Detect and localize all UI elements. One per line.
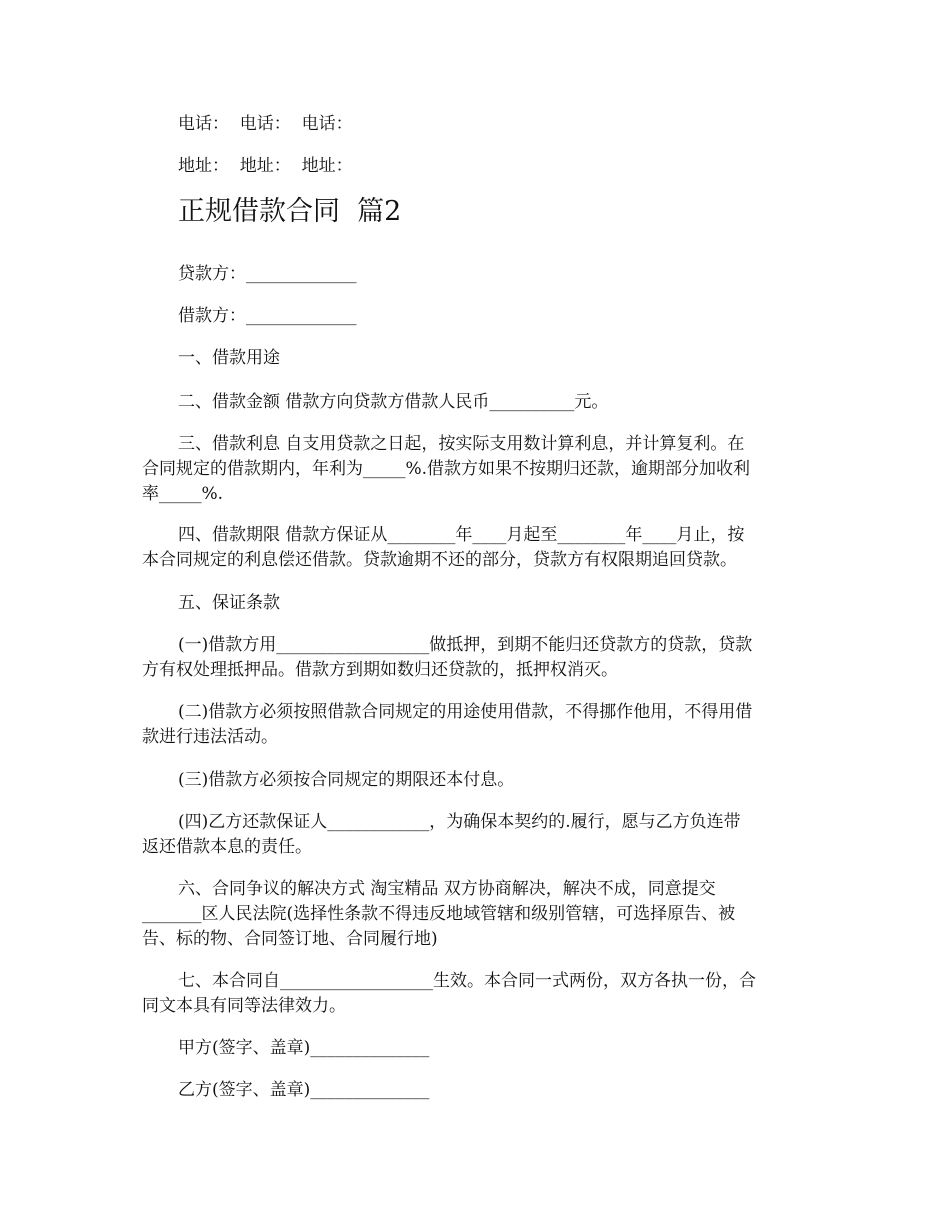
clause-effect-line-1: 七、本合同自__________________生效。本合同一式两份，双方各执一份，合 bbox=[178, 971, 756, 991]
guarantee-2-line-2: 款进行违法活动。 bbox=[142, 727, 278, 747]
address-line: 地址： 地址： 地址： bbox=[178, 156, 353, 176]
signature-party-b: 乙方(签字、盖章)______________ bbox=[178, 1080, 430, 1100]
clause-interest-line-1: 三、借款利息 自支用贷款之日起，按实际支用数计算利息，并计算复利。在 bbox=[178, 434, 745, 454]
clause-dispute-line-3: 告、标的物、合同签订地、合同履行地) bbox=[142, 929, 438, 949]
clause-term-line-2: 本合同规定的利息偿还借款。贷款逾期不还的部分，贷款方有权限期追回贷款。 bbox=[142, 550, 737, 570]
clause-purpose: 一、借款用途 bbox=[178, 348, 280, 368]
lender-line: 贷款方：_____________ bbox=[178, 264, 357, 284]
clause-amount: 二、借款金额 借款方向贷款方借款人民币__________元。 bbox=[178, 392, 609, 412]
guarantee-1-line-2: 方有权处理抵押品。借款方到期如数归还贷款的，抵押权消灭。 bbox=[142, 660, 618, 680]
phone-line: 电话： 电话： 电话： bbox=[178, 114, 353, 134]
guarantee-4-line-1: (四)乙方还款保证人____________，为确保本契约的.履行，愿与乙方负连带 bbox=[178, 812, 741, 832]
clause-dispute-line-2: _______区人民法院(选择性条款不得违反地域管辖和级别管辖，可选择原告、被 bbox=[142, 904, 736, 924]
guarantee-1-line-1: (一)借款方用__________________做抵押，到期不能归还贷款方的贷款，贷款 bbox=[178, 635, 753, 655]
borrower-line: 借款方：_____________ bbox=[178, 306, 357, 326]
clause-interest-line-2: 合同规定的借款期内，年利为_____%.借款方如果不按期归还款，逾期部分加收利 bbox=[142, 459, 751, 479]
clause-dispute-line-1: 六、合同争议的解决方式 淘宝精品 双方协商解决，解决不成，同意提交 bbox=[178, 879, 716, 899]
clause-guarantee-heading: 五、保证条款 bbox=[178, 593, 280, 613]
clause-interest-line-3: 率_____%. bbox=[142, 484, 224, 504]
guarantee-4-line-2: 返还借款本息的责任。 bbox=[142, 837, 312, 857]
signature-party-a: 甲方(签字、盖章)______________ bbox=[178, 1038, 430, 1058]
clause-effect-line-2: 同文本具有同等法律效力。 bbox=[142, 996, 346, 1016]
page-title: 正规借款合同 篇2 bbox=[178, 196, 402, 227]
guarantee-3-line: (三)借款方必须按合同规定的期限还本付息。 bbox=[178, 770, 515, 790]
clause-term-line-1: 四、借款期限 借款方保证从________年____月起至________年____月止，按 bbox=[178, 525, 745, 545]
guarantee-2-line-1: (二)借款方必须按照借款合同规定的用途使用借款，不得挪作他用，不得用借 bbox=[178, 702, 753, 722]
